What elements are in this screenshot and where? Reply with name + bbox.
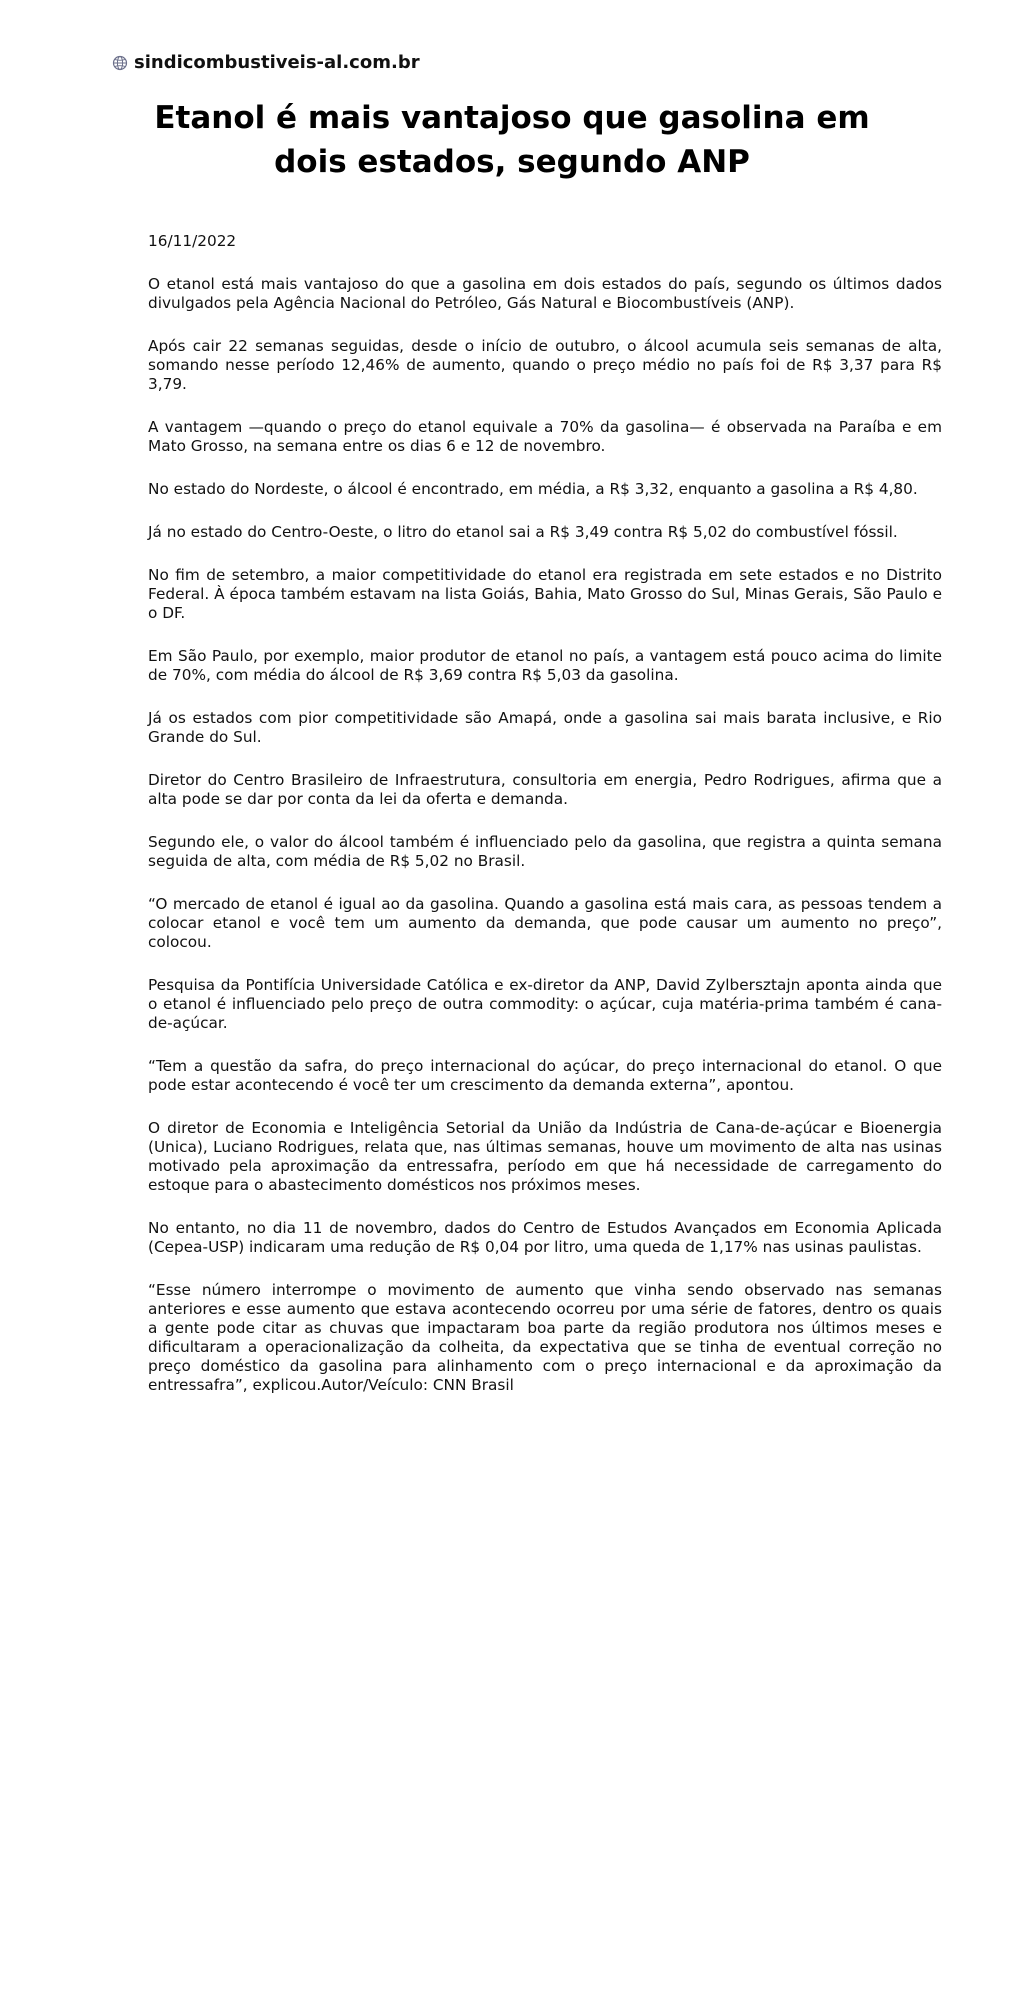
article-paragraph: O etanol está mais vantajoso do que a gasolina em dois estados do país, segundo os últimos dados divulgados pela Agência Nacional do Petróleo, Gás Natural e Biocombustíveis (ANP). xyxy=(148,275,942,312)
article-paragraph: Diretor do Centro Brasileiro de Infraestrutura, consultoria em energia, Pedro Rodrigues, afirma que a alta pode se dar por conta da lei da oferta e demanda. xyxy=(148,771,942,808)
article-paragraph: A vantagem —quando o preço do etanol equivale a 70% da gasolina— é observada na Paraíba e em Mato Grosso, na semana entre os dias 6 e 12 de novembro. xyxy=(148,418,942,455)
article-paragraph: “Tem a questão da safra, do preço internacional do açúcar, do preço internacional do etanol. O que pode estar acontecendo é você ter um crescimento da demanda externa”, apontou. xyxy=(148,1057,942,1094)
article-paragraph: Segundo ele, o valor do álcool também é influenciado pelo da gasolina, que registra a quinta semana seguida de alta, com média de R$ 5,02 no Brasil. xyxy=(148,833,942,870)
article-paragraph: No fim de setembro, a maior competitividade do etanol era registrada em sete estados e no Distrito Federal. À época também estavam na lista Goiás, Bahia, Mato Grosso do Sul, Minas Gerais, São Paulo e o DF. xyxy=(148,566,942,622)
article-title: Etanol é mais vantajoso que gasolina em dois estados, segundo ANP xyxy=(154,100,870,180)
site-link[interactable]: sindicombustiveis-al.com.br xyxy=(134,52,420,73)
globe-icon xyxy=(112,55,128,71)
article-paragraph: “O mercado de etanol é igual ao da gasolina. Quando a gasolina está mais cara, as pessoas tendem a colocar etanol e você tem um aumento da demanda, que pode causar um aumento no preço”, colocou. xyxy=(148,895,942,951)
article-body xyxy=(148,232,942,1419)
article-paragraph: “Esse número interrompe o movimento de aumento que vinha sendo observado nas semanas anteriores e esse aumento que estava acontecendo ocorreu por uma série de fatores, dentro os quais a gente pode citar as chuvas que impactaram boa parte da região produtora nos últimos meses e dificultaram a operacionalização da colheita, da expectativa que se tinha de eventual correção no preço doméstico da gasolina para alinhamento com o preço internacional e da aproximação da entressafra”, explicou.Autor/Veículo: CNN Brasil xyxy=(148,1281,942,1394)
article-paragraph: Em São Paulo, por exemplo, maior produtor de etanol no país, a vantagem está pouco acima do limite de 70%, com média do álcool de R$ 3,69 contra R$ 5,03 da gasolina. xyxy=(148,647,942,684)
article-paragraph: Após cair 22 semanas seguidas, desde o início de outubro, o álcool acumula seis semanas de alta, somando nesse período 12,46% de aumento, quando o preço médio no país foi de R$ 3,37 para R$ 3,79. xyxy=(148,337,942,393)
article-paragraph: No estado do Nordeste, o álcool é encontrado, em média, a R$ 3,32, enquanto a gasolina a R$ 4,80. xyxy=(148,480,918,498)
article-paragraph: Pesquisa da Pontifícia Universidade Católica e ex-diretor da ANP, David Zylbersztajn aponta ainda que o etanol é influenciado pelo preço de outra commodity: o açúcar, cuja matéria-prima também é cana-de-açúcar. xyxy=(148,976,942,1032)
site-header xyxy=(112,52,420,73)
article-paragraph: O diretor de Economia e Inteligência Setorial da União da Indústria de Cana-de-açúcar e Bioenergia (Unica), Luciano Rodrigues, relata que, nas últimas semanas, houve um movimento de alta nas usinas motivado pela aproximação da entressafra, período em que há necessidade de carregamento do estoque para o abastecimento domésticos nos próximos meses. xyxy=(148,1119,942,1194)
article-paragraph: Já os estados com pior competitividade são Amapá, onde a gasolina sai mais barata inclusive, e Rio Grande do Sul. xyxy=(148,709,942,746)
article-paragraph: Já no estado do Centro-Oeste, o litro do etanol sai a R$ 3,49 contra R$ 5,02 do combustível fóssil. xyxy=(148,523,898,541)
article-paragraph: No entanto, no dia 11 de novembro, dados do Centro de Estudos Avançados em Economia Aplicada (Cepea-USP) indicaram uma redução de R$ 0,04 por litro, uma queda de 1,17% nas usinas paulistas. xyxy=(148,1219,942,1256)
article-date: 16/11/2022 xyxy=(148,232,237,250)
